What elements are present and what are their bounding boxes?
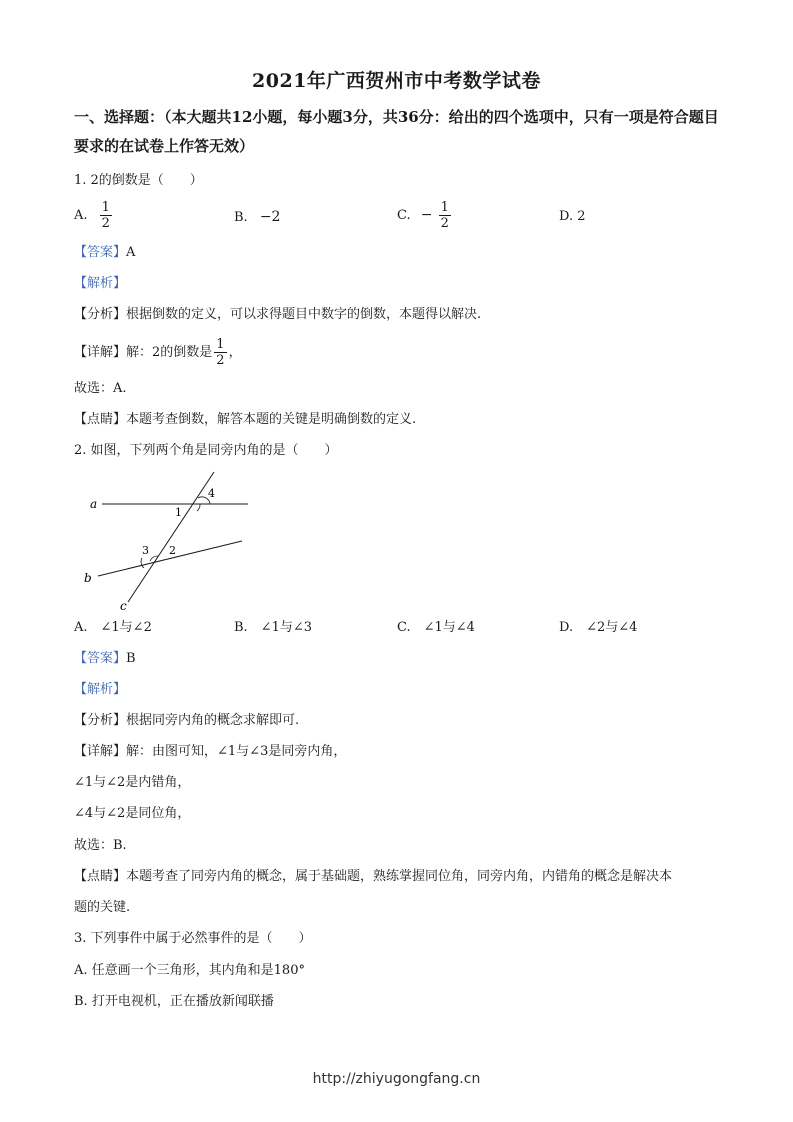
q2-option-a[interactable]: A. ∠1与∠2 <box>74 620 152 635</box>
fenxi-text: 根据同旁内角的概念求解即可. <box>126 713 300 728</box>
q3-option-b[interactable]: B. 打开电视机，正在播放新闻联播 <box>74 994 274 1009</box>
angle-3-arc <box>141 558 144 568</box>
xiangjie-text: 解：由图可知，∠1与∠3是同旁内角， <box>126 744 347 759</box>
q1-fenxi <box>74 305 481 325</box>
q1-option-a-fraction <box>100 200 112 231</box>
xiangjie-text: 解：2的倒数是 <box>126 345 213 360</box>
label-a: a <box>90 497 98 511</box>
fenxi-tag: 【分析】 <box>74 307 127 322</box>
q1-option-b-value: −2 <box>259 209 281 225</box>
q1-choice: 故选：A. <box>74 381 127 396</box>
q2-answer <box>74 649 136 669</box>
xiangjie-tag: 【详解】 <box>74 345 127 360</box>
angle-label-2: 2 <box>169 544 176 557</box>
q2-dianjing <box>74 867 672 887</box>
label-c: c <box>120 599 127 613</box>
q1-stem: 1. 2的倒数是（ ） <box>74 173 203 188</box>
fraction-numerator: 1 <box>101 200 110 215</box>
q1-answer <box>74 243 135 263</box>
fraction-denominator: 2 <box>440 216 449 231</box>
fraction-numerator: 1 <box>216 337 225 352</box>
xiangjie-fraction <box>214 337 226 368</box>
q1-analysis-tag: 【解析】 <box>74 276 127 291</box>
xiangjie-tag: 【详解】 <box>74 744 127 759</box>
answer-tag: 【答案】 <box>74 651 127 666</box>
answer-value: B <box>126 651 136 666</box>
q1-option-b[interactable] <box>234 207 280 228</box>
dianjing-text: 本题考查了同旁内角的概念，属于基础题，熟练掌握同位角，同旁内角，内错角的概念是解决本 <box>126 869 673 884</box>
angle-label-1: 1 <box>175 506 182 519</box>
footer-url[interactable]: http://zhiyugongfang.cn <box>312 1071 481 1087</box>
answer-tag: 【答案】 <box>74 245 127 260</box>
xiangjie-comma: ， <box>228 345 242 360</box>
page-title: 2021年广西贺州市中考数学试卷 <box>252 70 541 92</box>
answer-value: A <box>126 245 136 260</box>
fraction-denominator: 2 <box>216 353 225 368</box>
q2-xiangjie <box>74 742 346 762</box>
q1-option-a-label: A. <box>74 208 88 223</box>
q2-option-c[interactable]: C. ∠1与∠4 <box>397 620 475 635</box>
section-heading: 一、选择题：（本大题共12小题，每小题3分，共36分：给出的四个选项中，只有一项是符合题目要求的在试卷上作答无效） <box>74 108 719 155</box>
q1-option-b-label: B. <box>234 210 248 225</box>
q2-line2: ∠1与∠2是内错角， <box>74 775 191 790</box>
q2-option-d[interactable]: D. ∠2与∠4 <box>559 620 638 635</box>
angle-label-3: 3 <box>142 544 149 557</box>
q2-stem: 2. 如图，下列两个角是同旁内角的是（ ） <box>74 443 338 458</box>
q1-option-d[interactable]: D. 2 <box>559 209 586 224</box>
fenxi-text: 根据倒数的定义，可以求得题目中数字的倒数，本题得以解决. <box>126 307 482 322</box>
q2-dianjing-cont: 题的关键. <box>74 900 131 915</box>
q2-line3: ∠4与∠2是同位角， <box>74 806 191 821</box>
q1-option-a[interactable] <box>74 200 114 231</box>
q2-analysis-tag: 【解析】 <box>74 682 127 697</box>
fenxi-tag: 【分析】 <box>74 713 127 728</box>
q3-option-a[interactable]: A. 任意画一个三角形，其内角和是180° <box>74 963 305 978</box>
fraction-denominator: 2 <box>101 216 110 231</box>
q1-xiangjie <box>74 336 242 370</box>
label-b: b <box>84 571 92 585</box>
dianjing-text: 本题考查倒数，解答本题的关键是明确倒数的定义. <box>126 412 417 427</box>
q1-option-c-fraction <box>439 200 451 231</box>
q2-choice: 故选：B. <box>74 838 127 853</box>
line-c <box>128 472 214 602</box>
dianjing-tag: 【点睛】 <box>74 869 127 884</box>
q2-fenxi <box>74 711 299 731</box>
q1-dianjing <box>74 410 416 430</box>
q2-option-b[interactable]: B. ∠1与∠3 <box>234 620 313 635</box>
q3-stem: 3. 下列事件中属于必然事件的是（ ） <box>74 931 312 946</box>
q1-option-c-label: C. <box>397 208 411 223</box>
angle-label-4: 4 <box>208 487 215 500</box>
q1-option-c-sign: − <box>420 207 433 223</box>
q2-figure-parallel-lines <box>82 466 252 616</box>
q1-option-c[interactable] <box>397 200 453 231</box>
fraction-numerator: 1 <box>440 200 449 215</box>
angle-1-arc <box>197 504 200 511</box>
dianjing-tag: 【点睛】 <box>74 412 127 427</box>
